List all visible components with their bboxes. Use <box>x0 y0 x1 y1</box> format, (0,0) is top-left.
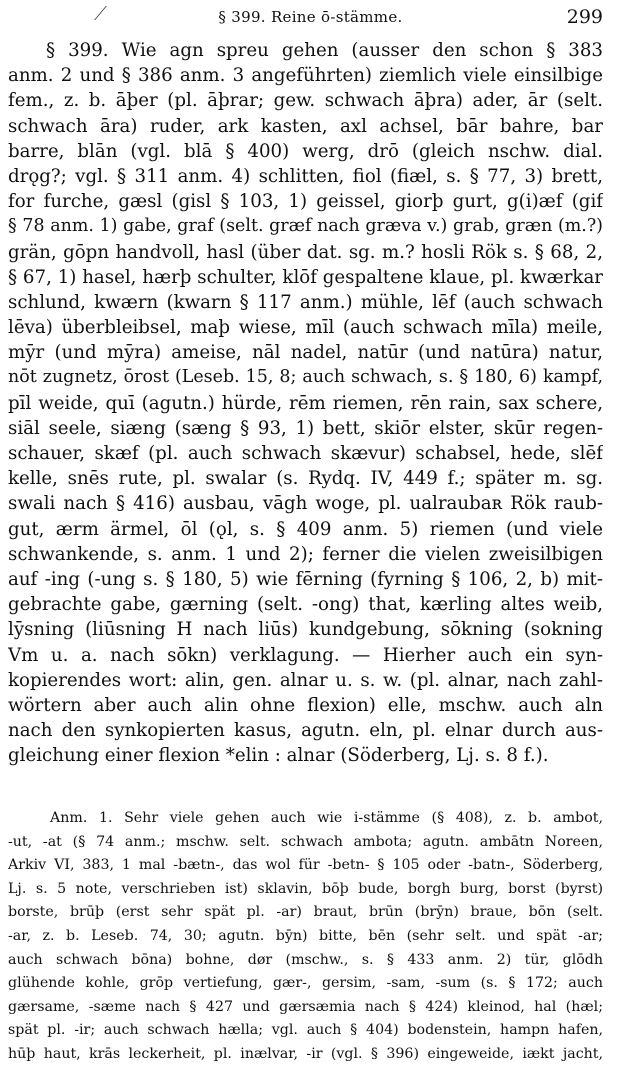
text-line: § 399. Wie agn spreu gehen (ausser den schon § 383 <box>46 40 603 61</box>
text-line: § 78 anm. 1) gabe, graf (selt. græf nach græva v.) grab, græn (m.?) <box>8 216 603 237</box>
running-title: § 399. Reine ō-stämme. <box>218 8 403 26</box>
text-line: swali nach § 416) ausbau, vāgh woge, pl. ualraubaʀ Rök raub- <box>8 493 603 515</box>
text-line: Vm u. a. nach sōkn) verklagung. — Hierher auch ein syn- <box>8 644 603 666</box>
note-line: auch schwach bōna) bohne, dør (mschw., s. § 433 anm. 2) tür, glōdh <box>8 951 603 968</box>
text-line: schwankende, s. anm. 1 und 2); ferner die vielen zweisilbigen <box>8 543 603 565</box>
section-paragraph <box>8 38 603 768</box>
note-line: -ut, -at (§ 74 anm.; mschw. selt. schwach ambota; agutn. ambātn Noreen, <box>8 833 603 850</box>
text-line: nōt zugnetz, ōrost (Leseb. 15, 8; auch schwach, s. § 180, 6) kampf, <box>8 367 603 388</box>
page-number: 299 <box>566 6 603 28</box>
text-line: fem., z. b. āþer (pl. āþrar; gew. schwach āþra) ader, ār (selt. <box>8 90 603 112</box>
text-line: gut, ærm ärmel, ōl (ǫl, s. § 409 anm. 5) riemen (und viele <box>8 518 603 540</box>
text-line: drǫg?; vgl. § 311 anm. 4) schlitten, fiol (fiæl, s. § 77, 3) brett, <box>8 165 603 187</box>
text-line: schauer, skæf (pl. auch schwach skævur) schabsel, hede, slēf <box>8 443 603 464</box>
text-line: pīl weide, quī (agutn.) hürde, rēm riemen, rēn rain, sax schere, <box>8 392 603 414</box>
running-header <box>0 6 621 30</box>
note-line: -ar, z. b. Leseb. 74, 30; agutn. bȳn) bitte, bēn (sehr selt. und spät -ar; <box>8 927 603 944</box>
note-line: hūþ haut, krās leckerheit, pl. inælvar, -ir (vgl. § 396) eingeweide, iækt jacht, <box>8 1045 603 1062</box>
text-line: siāl seele, siæng (sæng § 93, 1) bett, skiōr elster, skūr regen- <box>8 417 603 439</box>
text-line: schlund, kwærn (kwarn § 117 anm.) mühle, lēf (auch schwach <box>8 291 603 313</box>
note-line: spät pl. -ir; auch schwach hælla; vgl. auch § 404) bodenstein, hampn hafen, <box>8 1022 603 1039</box>
text-line: kopierendes wort: alin, gen. alnar u. s. w. (pl. alnar, nach zahl- <box>8 669 603 691</box>
text-line: lēva) überbleibsel, maþ wiese, mīl (auch schwach mīla) meile, <box>8 317 603 339</box>
note-line: Arkiv VI, 383, 1 mal -bætn-, das wol für -betn- § 105 oder -batn-, Söderberg, <box>8 857 603 874</box>
text-line: mȳr (und mȳra) ameise, nāl nadel, natūr (und natūra) natur, <box>8 342 603 364</box>
annotation-paragraph <box>8 807 603 1067</box>
text-line: wörtern aber auch alin ohne flexion) elle, mschw. auch aln <box>8 694 603 716</box>
text-line: anm. 2 und § 386 anm. 3 angeführten) ziemlich viele einsilbige <box>8 65 603 87</box>
text-line: nach den synkopierten kasus, agutn. eln, pl. elnar durch aus- <box>8 720 603 742</box>
text-line: gebrachte gabe, gærning (selt. -ong) that, kærling altes weib, <box>8 594 603 616</box>
note-line: Lj. s. 5 note, verschrieben ist) sklavin, bōþ bude, borgh burg, borst (byrst) <box>8 880 603 897</box>
text-line: grän, gōpn handvoll, hasl (über dat. sg. m.? hosli Rök s. § 68, 2, <box>8 241 603 263</box>
note-line: borste, brūþ (erst sehr spät pl. -ar) braut, brūn (brȳn) braue, bōn (selt. <box>8 904 603 921</box>
note-line: gærsame, -sæme nach § 427 und gærsæmia nach § 424) kleinod, hal (hæl; <box>8 998 603 1015</box>
text-line: barre, blān (vgl. blā § 400) werg, drō (gleich nschw. dial. <box>8 140 603 162</box>
note-line: glühende kohle, grōp vertiefung, gær-, gersim, -sam, -sum (s. § 172; auch <box>8 975 603 992</box>
text-line: § 67, 1) hasel, hærþ schulter, klōf gespaltene klaue, pl. kwærkar <box>8 266 603 288</box>
text-line: schwach āra) ruder, ark kasten, axl achsel, bār bahre, bar <box>8 115 603 137</box>
text-line: for furche, gæsl (gisl § 103, 1) geissel, giorþ gurt, g(i)æf (gif <box>8 191 603 213</box>
text-line: auf -ing (-ung s. § 180, 5) wie fērning (fyrning § 106, 2, b) mit- <box>8 568 603 590</box>
note-line: Anm. 1. Sehr viele gehen auch wie i-stämme (§ 408), z. b. ambot, <box>50 810 603 826</box>
text-line: kelle, snēs rute, pl. swalar (s. Rydq. IV, 449 f.; später m. sg. <box>8 468 603 490</box>
text-line: lȳsning (liūsning H nach liūs) kundgebung, sōkning (sokning <box>8 619 603 641</box>
text-line: gleichung einer flexion *elin : alnar (Söderberg, Lj. s. 8 f.). <box>8 745 549 767</box>
